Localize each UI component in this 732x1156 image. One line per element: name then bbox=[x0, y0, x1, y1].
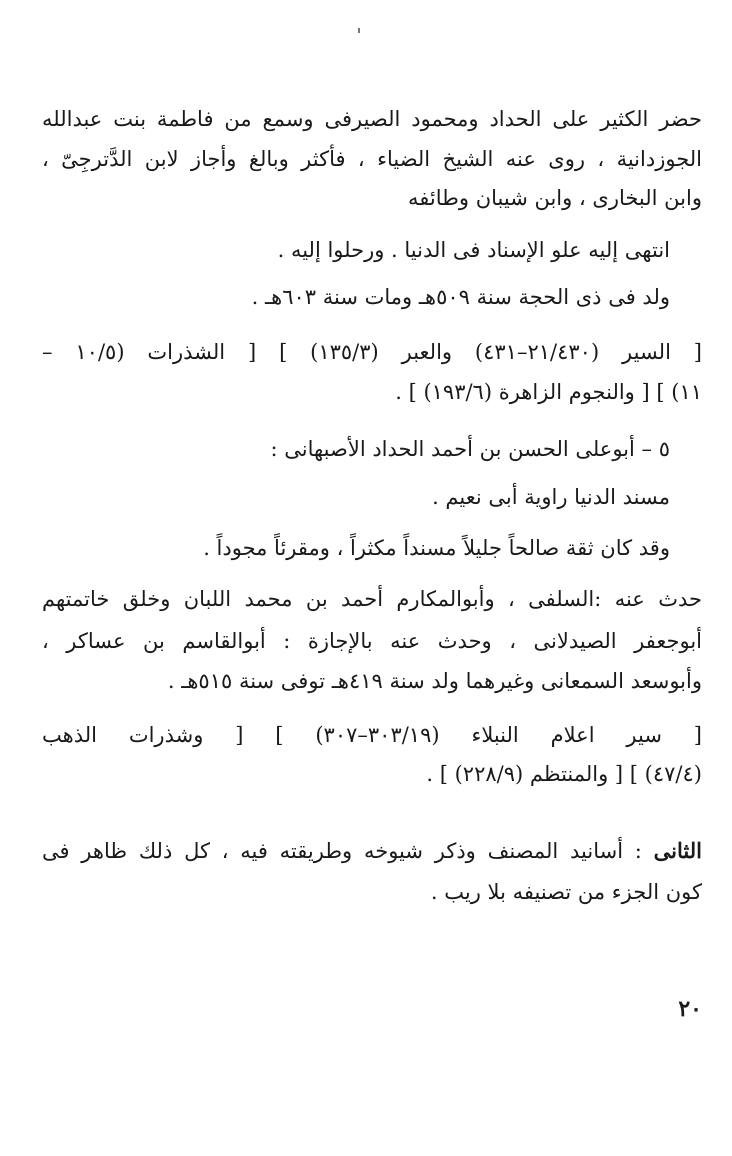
text-line: وابن البخارى ، وابن شيبان وطائفه bbox=[408, 186, 702, 210]
text-line: أبوجعفر الصيدلانى ، وحدث عنه بالإجازة : أبوالقاسم بن عساكر ، bbox=[42, 629, 702, 653]
section-text: : أسانيد المصنف وذكر شيوخه وطريقته فيه ، كل ذلك ظاهر فى bbox=[42, 839, 642, 863]
text-line: وقد كان ثقة صالحاً جليلاً مسنداً مكثراً ، ومقرئاً مجوداً . bbox=[203, 536, 670, 560]
entry-heading: ٥ – أبوعلى الحسن بن أحمد الحداد الأصبهانى : bbox=[270, 437, 670, 461]
reference-line: [ السير (٢١/٤٣٠–٤٣١) والعبر (١٣٥/٣) ] [ الشذرات (١٠/٥ – bbox=[42, 340, 702, 364]
page-number: ٢٠ bbox=[678, 996, 702, 1022]
reference-line: (٤٧/٤) ] [ والمنتظم (٢٢٨/٩) ] . bbox=[426, 762, 702, 786]
text-line: حضر الكثير على الحداد ومحمود الصيرفى وسمع من فاطمة بنت عبدالله bbox=[42, 107, 702, 131]
text-line: ولد فى ذى الحجة سنة ٥٠٩هـ ومات سنة ٦٠٣هـ . bbox=[251, 285, 670, 309]
section-label: الثانى bbox=[653, 838, 702, 863]
text-line: مسند الدنيا راوية أبى نعيم . bbox=[432, 485, 670, 509]
text-line: الجوزدانية ، روى عنه الشيخ الضياء ، فأكثر وبالغ وأجاز لابن الدَّترجِىّ ، bbox=[42, 147, 702, 171]
reference-line: ١١) ] [ والنجوم الزاهرة (١٩٣/٦) ] . bbox=[395, 380, 702, 404]
text-line: انتهى إليه علو الإسناد فى الدنيا . ورحلوا إليه . bbox=[277, 238, 670, 262]
text-line: حدث عنه :السلفى ، وأبوالمكارم أحمد بن محمد اللبان وخلق خاتمتهم bbox=[42, 587, 702, 611]
text-line bbox=[42, 835, 702, 869]
text-line: وأبوسعد السمعانى وغيرهما ولد سنة ٤١٩هـ توفى سنة ٥١٥هـ . bbox=[167, 669, 702, 693]
text-line: كون الجزء من تصنيفه بلا ريب . bbox=[430, 880, 702, 904]
reference-line: [ سير اعلام النبلاء (٣٠٣/١٩–٣٠٧) ] [ وشذرات الذهب bbox=[42, 723, 702, 747]
scan-mark bbox=[358, 28, 360, 33]
